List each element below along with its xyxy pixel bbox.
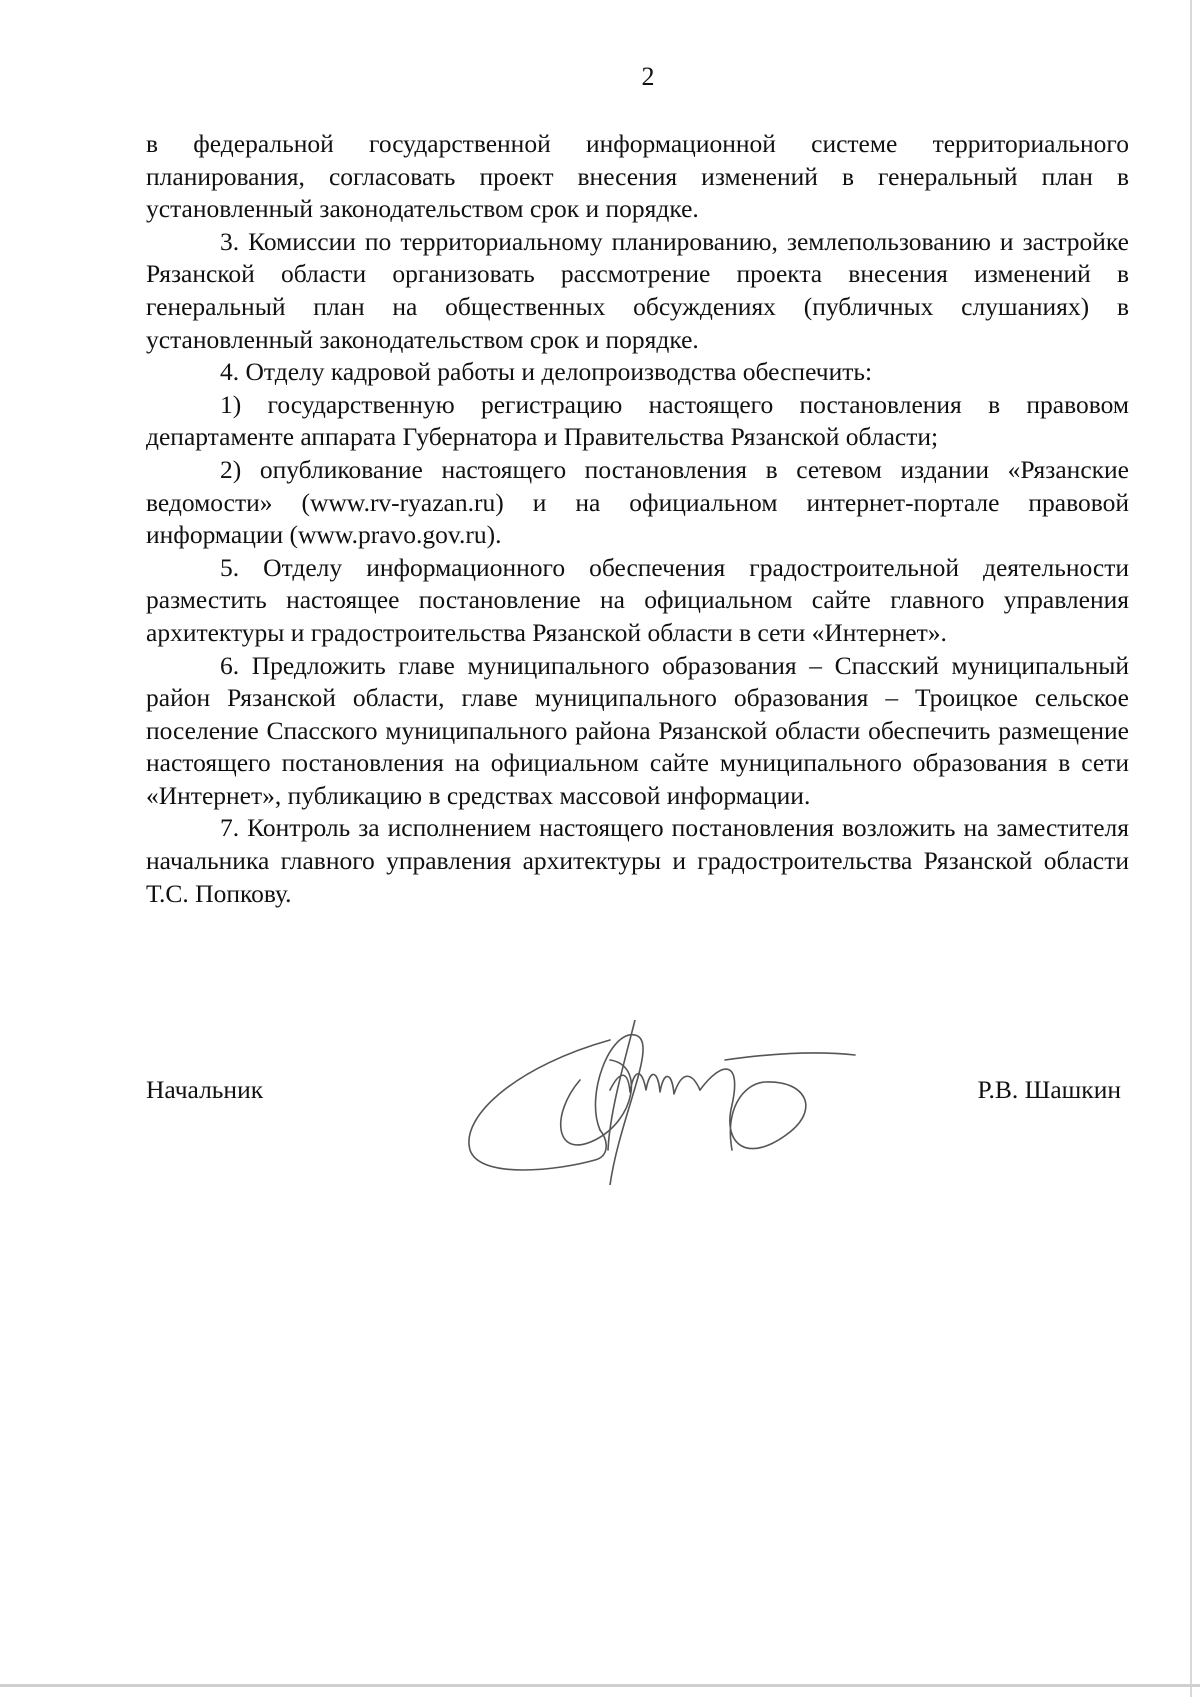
page-number: 2 — [641, 62, 655, 91]
paragraph-continuation: в федеральной государственной информационной системе территориального планирования, согласовать проект внесения изменений в генеральный план в установленный законодательством срок и порядке. — [146, 129, 1129, 224]
page-edge-bottom — [0, 1684, 1200, 1687]
signature-stroke-tall — [595, 1035, 643, 1185]
paragraph-item-6: 6. Предложить главе муниципального образования – Спасский муниципальный район Рязанской области, главе муниципального образования – Троицкое сельское поселение Спасского муниципального района Рязанской области обеспечить размещение настоящего постановления на официальном сайте муниципального образования в сети «Интернет», публикацию в средствах массовой информации. — [146, 650, 1129, 810]
handwritten-signature — [460, 1020, 880, 1185]
paragraph-item-7: 7. Контроль за исполнением настоящего постановления возложить на заместителя начальника главного управления архитектуры и градостроительства Рязанской области Т.С. Попкову. — [146, 813, 1129, 908]
signature-stroke-tail — [725, 1053, 855, 1060]
paragraph-item-5: 5. Отделу информационного обеспечения градостроительной деятельности разместить настоящее постановление на официальном сайте главного управления архитектуры и градостроительства Рязанской области в сети «Интернет». — [146, 552, 1129, 647]
paragraph-subitem-1: 1) государственную регистрацию настоящего постановления в правовом департаменте аппарата Губернатора и Правительства Рязанской области; — [146, 389, 1129, 452]
signatory-name: Р.В. Шашкин — [977, 1075, 1121, 1104]
document-body — [146, 128, 1129, 910]
page-edge-right — [1190, 0, 1192, 1697]
paragraph-item-4: 4. Отделу кадровой работы и делопроизводства обеспечить: — [220, 357, 873, 387]
signatory-position: Начальник — [146, 1075, 264, 1104]
signature-stroke-waves — [610, 1074, 700, 1094]
signature-stroke-flourish — [700, 1069, 806, 1150]
paragraph-item-3: 3. Комиссии по территориальному планированию, землепользованию и застройке Рязанской области организовать рассмотрение проекта внесения изменений в генеральный план на общественных обсуждениях (публичных слушаниях) в установленный законодательством срок и порядке. — [146, 226, 1129, 354]
signature-stroke-loop — [469, 1040, 610, 1170]
paragraph-subitem-2: 2) опубликование настоящего постановления в сетевом издании «Рязанские ведомости» (www.rv-ryazan.ru) и на официальном интернет-портале правовой информации (www.pravo.gov.ru). — [146, 454, 1129, 550]
